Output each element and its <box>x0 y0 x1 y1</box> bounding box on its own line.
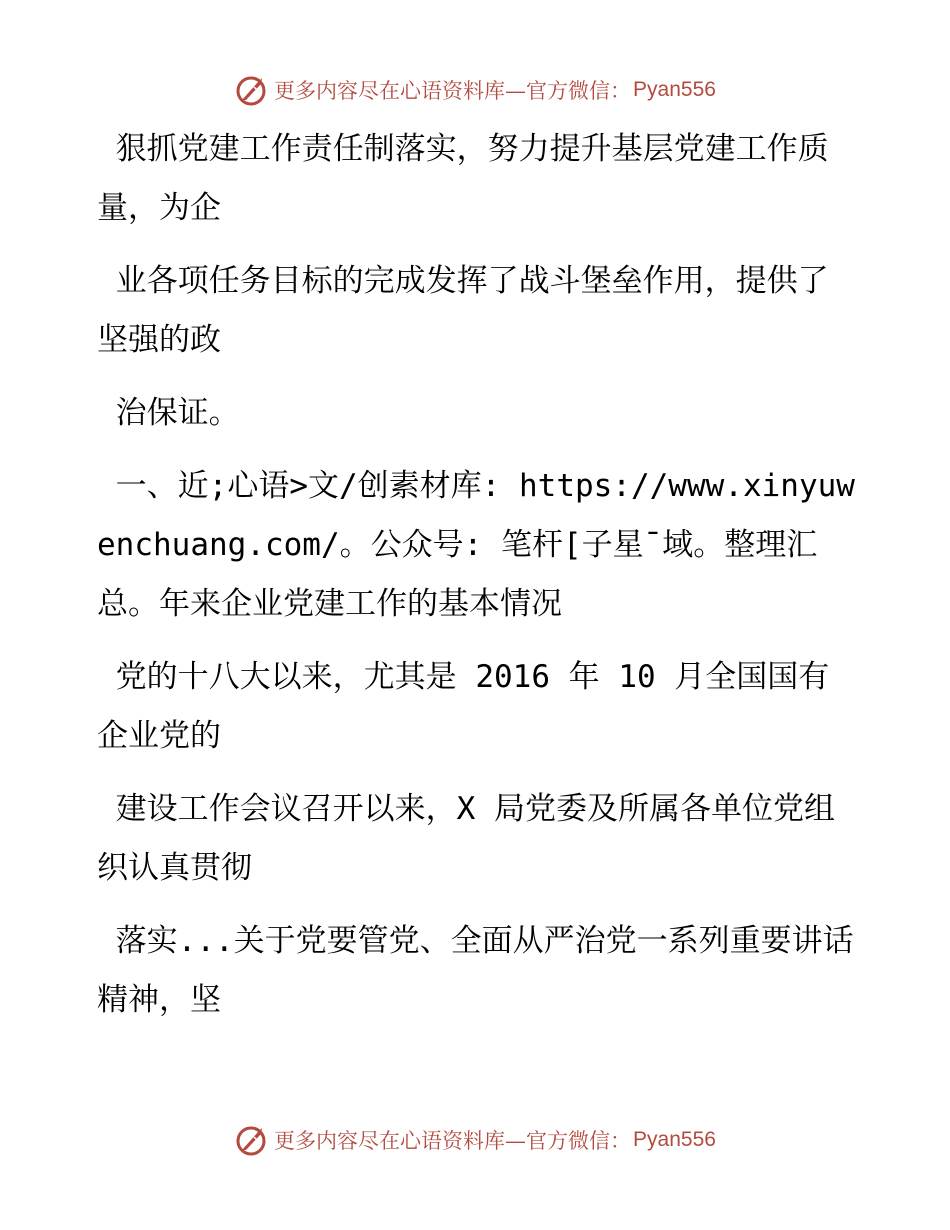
paragraph-7: 落实...关于党要管党、全面从严治党一系列重要讲话精神，坚 <box>97 923 854 1018</box>
footer-banner-text: 更多内容尽在心语资料库—官方微信： <box>274 1129 632 1153</box>
paragraph-4: 一、近;心语>文/创素材库: https://www.xinyuwenchuang.com/。公众号: 笔杆[子星¯域。整理汇总。年来企业党建工作的基本情况 <box>97 468 855 622</box>
paragraph-3: 治保证。 <box>97 395 240 431</box>
footer-banner <box>0 1120 950 1160</box>
paragraph-1: 狠抓党建工作责任制落实，努力提升基层党建工作质量，为企 <box>97 131 829 226</box>
quill-pen-circle-icon <box>234 73 268 107</box>
quill-pen-circle-icon <box>234 1123 268 1157</box>
header-banner <box>0 70 950 110</box>
document-body <box>97 120 857 1044</box>
paragraph-6: 建设工作会议召开以来，X 局党委及所属各单位党组织认真贯彻 <box>97 791 835 886</box>
paragraph-2: 业各项任务目标的完成发挥了战斗堡垒作用，提供了坚强的政 <box>97 263 829 358</box>
header-wechat-id: Pyan556 <box>633 78 716 101</box>
header-banner-text: 更多内容尽在心语资料库—官方微信： <box>274 79 632 103</box>
paragraph-5: 党的十八大以来，尤其是 2016 年 10 月全国国有企业党的 <box>97 659 830 754</box>
footer-wechat-id: Pyan556 <box>633 1128 716 1151</box>
